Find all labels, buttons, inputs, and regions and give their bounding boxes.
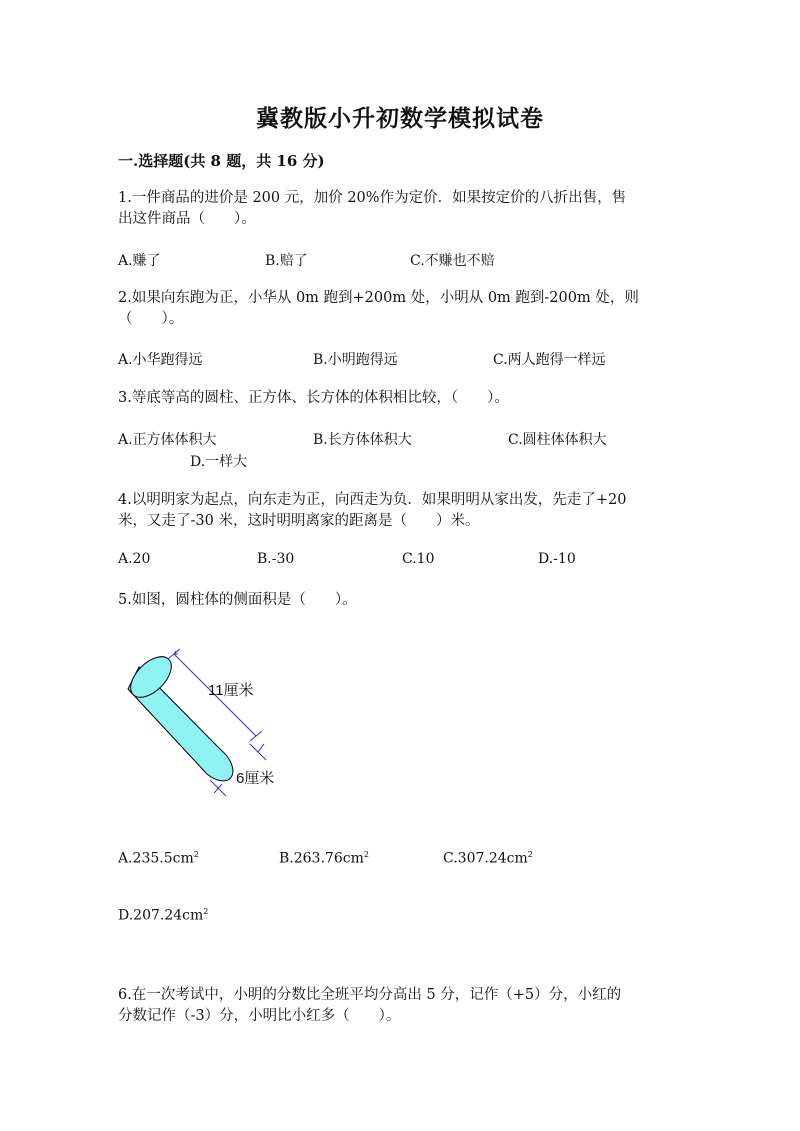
question-2-line-2: （ ）。 xyxy=(118,311,184,327)
question-2-option-a[interactable]: A.小华跑得远 xyxy=(118,352,203,368)
question-1-option-a[interactable]: A.赚了 xyxy=(118,253,161,269)
question-3-line-1: 3.等底等高的圆柱、正方体、长方体的体积相比较，（ ）。 xyxy=(118,390,509,406)
question-6-line-2: 分数记作（-3）分，小明比小红多（ ）。 xyxy=(118,1008,401,1024)
section-heading: 一.选择题(共 8 题，共 16 分) xyxy=(118,152,325,170)
question-5-option-b[interactable]: $B.263.76cm^2$ xyxy=(279,850,369,867)
question-4-option-b[interactable]: B.-30 xyxy=(257,551,295,567)
question-2-option-c[interactable]: C.两人跑得一样远 xyxy=(493,352,606,368)
diameter-label: 6厘米 xyxy=(236,770,275,787)
question-1-line-1: 1.一件商品的进价是 200 元，加价 20%作为定价．如果按定价的八折出售，售 xyxy=(118,190,627,206)
question-1-line-2: 出这件商品（ ）。 xyxy=(118,211,256,227)
page-title: 冀教版小升初数学模拟试卷 xyxy=(256,105,544,132)
cylinder-shape xyxy=(123,649,232,780)
question-2-line-1: 2.如果向东跑为正，小华从 0m 跑到+200m 处，小明从 0m 跑到-200m 处，则 xyxy=(118,290,639,306)
question-5-option-a[interactable]: $A.235.5cm^2$ xyxy=(118,850,199,867)
question-4-option-d[interactable]: D.-10 xyxy=(538,551,576,567)
question-1-option-b[interactable]: B.赔了 xyxy=(265,253,308,269)
question-2-option-b[interactable]: B.小明跑得远 xyxy=(313,352,398,368)
question-6-line-1: 6.在一次考试中，小明的分数比全班平均分高出 5 分，记作（+5）分，小红的 xyxy=(118,987,622,1003)
question-4-line-2: 米，又走了-30 米，这时明明离家的距离是（ ）米。 xyxy=(118,513,480,529)
length-label: 11厘米 xyxy=(208,682,254,699)
question-4-option-a[interactable]: A.20 xyxy=(118,551,151,567)
question-5-option-d[interactable]: $D.207.24cm^2$ xyxy=(118,907,209,924)
question-5-option-c[interactable]: $C.307.24cm^2$ xyxy=(443,850,533,867)
question-4-line-1: 4.以明明家为起点，向东走为正，向西走为负．如果明明从家出发，先走了+20 xyxy=(118,492,627,508)
question-3-option-a[interactable]: A.正方体体积大 xyxy=(118,432,217,448)
question-3-option-c[interactable]: C.圆柱体体积大 xyxy=(508,432,607,448)
question-3-option-b[interactable]: B.长方体体积大 xyxy=(313,432,412,448)
question-4-option-c[interactable]: C.10 xyxy=(402,551,435,567)
question-1-option-c[interactable]: C.不赚也不赔 xyxy=(410,253,495,269)
question-5-line-1: 5.如图，圆柱体的侧面积是（ ）。 xyxy=(118,592,357,608)
question-3-option-d[interactable]: D.一样大 xyxy=(190,454,248,470)
